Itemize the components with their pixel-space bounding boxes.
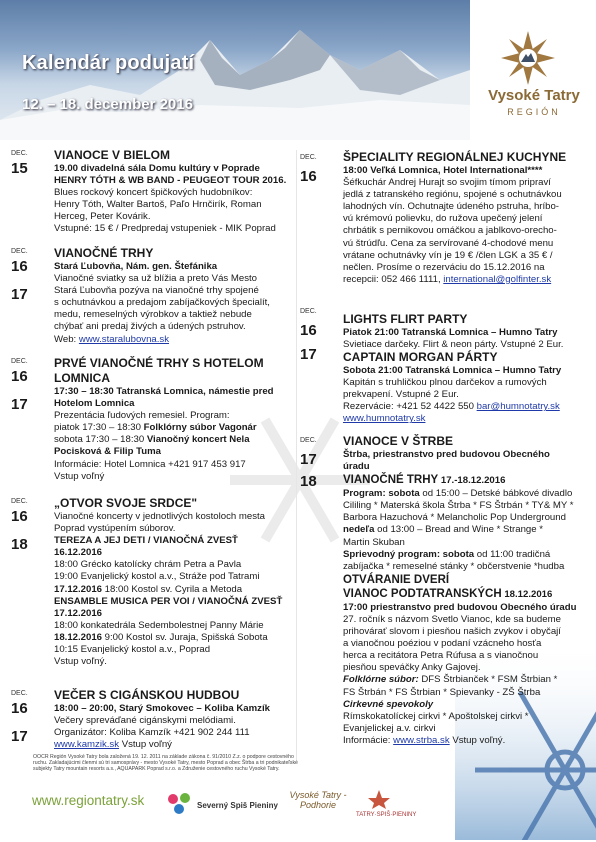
event-title: CAPTAIN MORGAN PÁRTY	[343, 350, 498, 364]
line-text: a vianočnou poéziou v podaní vzácneho hosťa	[343, 638, 542, 650]
tatry-spis-label: TATRY·SPIŠ·PIENINY	[356, 812, 417, 818]
event-line	[343, 274, 578, 286]
event-line	[54, 715, 290, 727]
line-text: Rezervácie: +421 52 4422 550	[343, 401, 474, 413]
event-line	[54, 596, 290, 608]
event-title: VIANOČNÉ TRHY	[54, 246, 154, 260]
line-text: Stará Ľubovňa pozýva na vianočné trhy spojené	[54, 285, 259, 297]
line-text: Organizátor: Koliba Kamzík +421 902 244 111	[54, 727, 250, 739]
line-text: Prezentácia ľudových remesiel. Program:	[54, 410, 230, 422]
event-left-2	[54, 356, 290, 483]
event-line	[54, 410, 290, 422]
line-text: Vstup voľný.	[54, 656, 107, 668]
event-line	[54, 656, 290, 668]
event-line	[54, 511, 290, 523]
line-rest: od 13:00 – Bread and Wine * Strange *	[374, 524, 543, 536]
logo-name: Vysoké Tatry	[488, 87, 580, 104]
line-text: 27. ročník s názvom Svetlo Vianoc, kde sa budeme	[343, 613, 561, 625]
line-text: Henry Tóth, Walter Bartoš, Paľo Hrnčirík, Roman	[54, 199, 262, 211]
event-title: ŠPECIALITY REGIONÁLNEJ KUCHYNE	[343, 150, 567, 164]
event-line	[343, 377, 578, 389]
date-month-label: DEC.	[300, 154, 317, 161]
event-line	[343, 365, 578, 377]
line-text: VIANOČNÉ TRHY	[343, 474, 439, 487]
event-line	[54, 297, 290, 309]
header-banner	[0, 0, 596, 140]
date-day: 17	[300, 346, 317, 363]
date-day: 17	[11, 396, 28, 413]
severny-spis-label: Severný Spiš Pieniny	[197, 801, 278, 810]
line-text: medu, remeselných výrobkov a taktiež nebude	[54, 309, 252, 321]
event-left-3	[54, 496, 290, 668]
event-line	[54, 446, 290, 458]
event-line	[343, 662, 578, 674]
event-line	[54, 309, 290, 321]
event-line	[343, 674, 578, 686]
event-line	[54, 398, 290, 410]
date-day: 16	[11, 258, 28, 275]
event-line	[343, 449, 578, 473]
event-line	[343, 699, 578, 711]
date-day: 16	[300, 168, 317, 185]
event-line	[54, 535, 290, 547]
event-line	[54, 434, 290, 446]
line-text: 17:00 priestranstvo pred budovou Obecného úradu	[343, 601, 577, 613]
date-month-label: DEC.	[11, 248, 28, 255]
line-text: zabíjačka * remeselné stánky * občerstvenie *hudba	[343, 560, 565, 572]
event-line	[54, 273, 290, 285]
event-line	[343, 561, 578, 573]
event-line	[54, 608, 290, 620]
event-line	[343, 537, 578, 549]
line-text: 17:30 – 18:30 Tatranská Lomnica, námestie pred	[54, 386, 274, 397]
event-title: VIANOCE V BIELOM	[54, 148, 171, 162]
line-text: prekvapení. Vstupné 2 Eur.	[343, 389, 459, 401]
line-text: Blues rockový koncert špičkových hudobníkov:	[54, 187, 253, 199]
line-text: Web:	[54, 333, 77, 345]
line-text: Folklórne súbor:	[343, 674, 419, 686]
event-line	[54, 523, 290, 535]
line-text: nedeľa	[343, 524, 375, 536]
line-rest: DFS Štrbianček * FSM Štrbian *	[418, 674, 558, 686]
date-day: 17	[300, 451, 317, 468]
event-line	[54, 632, 290, 644]
event-line	[54, 175, 290, 187]
event-line	[54, 559, 290, 571]
event-line	[54, 547, 290, 559]
event-line	[54, 703, 290, 715]
event-line	[343, 401, 578, 413]
line-text: nečlen. Prosíme o rezerváciu do 15.12.2016 na	[343, 261, 545, 273]
line-text: Kapitán s truhličkou plnou darčekov a rumových	[343, 377, 547, 389]
date-range: 12. – 18. december 2016	[22, 96, 193, 113]
event-line	[54, 187, 290, 199]
event-line	[343, 614, 578, 626]
event-line	[54, 211, 290, 223]
event-line	[343, 488, 578, 500]
line-text: sobota 17:30 – 18:30	[54, 434, 145, 446]
line-text: OTVÁRANIE DVERÍ	[343, 573, 450, 586]
line-text: vrátane ochutnávky vín je 19 € /člen LGK a 35 € /	[343, 249, 553, 261]
line-date: 17.-18.12.2016	[438, 475, 506, 487]
line-text: Program: sobota	[343, 488, 420, 500]
event-line	[343, 201, 578, 213]
line-text: Rímskokatolíckej cirkvi * Apoštolskej cirkvi *	[343, 710, 529, 722]
line-text: Cililing * Materská škola Štrba * FS Štrbán * TY& MY *	[343, 500, 574, 512]
line-text: HENRY TÓTH & WB BAND - PEUGEOT TOUR 2016.	[54, 175, 287, 187]
event-line	[54, 727, 290, 739]
date-month-label: DEC.	[300, 308, 317, 315]
link[interactable]: www.kamzik.sk	[54, 739, 120, 751]
event-line	[343, 238, 578, 250]
event-line	[343, 389, 578, 401]
line-text: piesňou speváčky Anky Gajovej.	[343, 662, 481, 674]
line-text: 19:00 Evanjelický kostol a.v., Stráže pod Tatrami	[54, 571, 260, 583]
line-text: 18.12.2016	[54, 631, 103, 643]
line-text: Sprievodný program: sobota	[343, 548, 475, 560]
event-line	[343, 250, 578, 262]
line-text: TEREZA A JEJ DETI / VIANOČNÁ ZVESŤ	[54, 535, 238, 547]
link[interactable]: international@golfinter.sk	[443, 273, 552, 285]
line-text: ENSAMBLE MUSICA PER VOI / VIANOČNÁ ZVESŤ	[54, 595, 283, 607]
line-text: 16.12.2016	[54, 547, 103, 559]
event-line	[54, 459, 290, 471]
column-divider	[296, 150, 297, 760]
event-line	[343, 165, 578, 177]
event-line	[343, 524, 578, 536]
severny-spis-logo-icon	[165, 791, 195, 817]
event-line	[54, 285, 290, 297]
page-title: Kalendár podujatí	[22, 52, 195, 74]
line-text: 18:00 konkatedrála Sedembolestnej Panny Márie	[54, 619, 264, 631]
date-month-label: DEC.	[11, 358, 28, 365]
line-text: Poprad vystúpením súborov.	[54, 523, 176, 535]
line-text: Svietiace darčeky. Flirt & neon párty. Vstupné 2 Eur.	[343, 339, 564, 351]
event-left-0	[54, 148, 290, 236]
event-line	[343, 500, 578, 512]
event-line	[54, 163, 290, 175]
line-text: VIANOC PODTATRANSKÝCH	[343, 587, 502, 600]
event-line	[54, 223, 290, 235]
logo-subtitle: REGIÓN	[507, 107, 561, 117]
line-bold: Vianočný koncert Nela	[144, 434, 250, 446]
event-line	[343, 262, 578, 274]
line-text: Barbora Hazuchová * Melancholic Pop Underground	[343, 512, 566, 524]
tatry-spis-logo-icon	[364, 788, 394, 810]
event-right-2	[343, 350, 578, 425]
line-text: Šéfkuchár Andrej Hurajt so svojim tímom pripraví	[343, 177, 551, 189]
line-text: 18:00 Veľká Lomnica, Hotel International****	[343, 165, 543, 176]
line-text: Cirkevné spevokoly	[343, 698, 434, 710]
line-rest: 9:00 Kostol sv. Juraja, Spišská Sobota	[102, 631, 268, 643]
event-line	[54, 199, 290, 211]
event-line	[343, 723, 578, 735]
line-rest: od 15:00 – Detské bábkové divadlo	[419, 488, 573, 500]
date-day: 16	[11, 368, 28, 385]
event-line	[343, 213, 578, 225]
line-date: 18.12.2016	[501, 588, 553, 600]
date-day: 16	[11, 700, 28, 717]
event-title: PRVÉ VIANOČNÉ TRHY S HOTELOM LOMNICA	[54, 356, 264, 385]
line-text: jedlá z tatranského regiónu, spojené s ochutnávkou	[343, 189, 562, 201]
line-text: Vianočné koncerty v jednotlivých kostoloch mesta	[54, 511, 265, 522]
vysoke-tatry-podhorie-logo: Vysoké Tatry - Podhorie	[289, 790, 347, 810]
event-line	[343, 735, 578, 747]
event-title: „OTVOR SVOJE SRDCE"	[54, 496, 198, 510]
line-after: Vstup voľný	[119, 739, 172, 751]
line-text: vú štrúdľu. Cena za servírované 4-chodové menu	[343, 237, 554, 249]
event-line	[343, 602, 578, 614]
line-text: lahodných vín. Ochutnajte údeného pstruha, hríbo-	[343, 201, 560, 213]
line-text: Stará Ľubovňa, Nám. gen. Štefánika	[54, 261, 218, 272]
date-day: 17	[11, 286, 28, 303]
line-text: 17.12.2016	[54, 607, 103, 619]
event-line	[343, 473, 578, 488]
line-text: herca a recitátora Petra Rúfusa a s vianočnou	[343, 650, 539, 662]
event-line	[343, 626, 578, 638]
event-line	[343, 177, 578, 189]
line-text: 18:00 Grécko katolícky chrám Petra a Pavla	[54, 559, 242, 571]
date-day: 17	[11, 728, 28, 745]
line-text: 10:15 Evanjelický kostol a.v., Poprad	[54, 644, 211, 656]
event-line	[343, 549, 578, 561]
line-text: recepcii: 052 466 1111,	[343, 273, 441, 285]
event-line	[54, 261, 290, 273]
event-right-0	[343, 150, 578, 286]
event-line	[54, 584, 290, 596]
link[interactable]: www.staralubovna.sk	[78, 333, 170, 345]
event-right-3	[343, 434, 578, 747]
edelweiss-logo-icon	[498, 30, 558, 86]
line-text: vú krémovú polievku, do ružova upečený jelení	[343, 213, 543, 225]
line-text: Pocisková & Filip Tuma	[54, 446, 161, 458]
footer-note: OOCR Región Vysoké Tatry bola založená 19. 12. 2011 na základe zákona č. 91/2010 Z.z. o podpore cestovného ruchu. Zakladajúcimi členmi sú tri samosprávy - mesto Vysoké Tatry, mesto Poprad a obec Štrba a tri podnikateľské subjekty Tatry mountain resorts a.s., AQUAPARK Poprad s.r.o. a Združenie cestovného ruchu Vysoké Tatry.	[33, 754, 298, 773]
line-text: Evanjelickej a.v. cirkvi	[343, 722, 436, 734]
line-text: Hotelom Lomnica	[54, 398, 135, 410]
event-line	[343, 711, 578, 723]
line-after: Vstup voľný.	[449, 734, 506, 746]
line-text: s ochutnávkou a predajom zabíjačkových špecialít,	[54, 297, 270, 309]
line-text: 17.12.2016	[54, 583, 103, 595]
event-title: VIANOCE V ŠTRBE	[343, 434, 454, 448]
line-text: Vstup voľný	[54, 470, 105, 482]
line-text: Vstupné: 15 € / Predpredaj vstupeniek - MIK Poprad	[54, 223, 276, 235]
line-text: Martin Skuban	[343, 536, 405, 548]
event-title: VEČER S CIGÁNSKOU HUDBOU	[54, 688, 240, 702]
date-day: 18	[11, 536, 28, 553]
date-month-label: DEC.	[11, 690, 28, 697]
event-line	[343, 687, 578, 699]
region-url-link[interactable]: www.regiontatry.sk	[32, 793, 145, 808]
date-day: 15	[11, 160, 28, 177]
event-line	[54, 386, 290, 398]
event-left-1	[54, 246, 290, 346]
line-text: Sobota 21:00 Tatranská Lomnica – Humno Tatry	[343, 365, 562, 376]
line-text: Informácie: Hotel Lomnica +421 917 453 917	[54, 458, 246, 470]
link[interactable]: www.strba.sk	[393, 734, 450, 746]
line-rest: 18:00 Kostol sv. Cyrila a Metoda	[102, 583, 243, 595]
line-text: Štrba, priestranstvo pred budovou Obecného úradu	[343, 449, 550, 473]
line-rest: od 11:00 tradičná	[474, 548, 551, 560]
line-text: chýbať ani predaj živých a údených pstruhov.	[54, 321, 246, 333]
line-text: prihovárať slovom i piesňou našich zvykov i obyčají	[343, 626, 561, 638]
line-text: 19.00 divadelná sála Domu kultúry v Poprade	[54, 163, 260, 174]
date-month-label: DEC.	[11, 498, 28, 505]
event-line	[343, 638, 578, 650]
event-line	[343, 512, 578, 524]
date-day: 16	[300, 322, 317, 339]
event-line	[54, 571, 290, 583]
event-line	[343, 650, 578, 662]
event-line	[343, 413, 578, 425]
line-text: piatok 17:30 – 18:30	[54, 422, 141, 434]
event-line	[343, 587, 578, 602]
event-title: LIGHTS FLIRT PARTY	[343, 312, 468, 326]
link[interactable]: www.humnotatry.sk	[343, 413, 426, 425]
event-line	[54, 321, 290, 333]
line-text: 18:00 – 20:00, Starý Smokovec – Koliba Kamzík	[54, 703, 270, 714]
line-bold: Folklórny súbor Vagonár	[140, 422, 257, 434]
event-line	[343, 573, 578, 587]
line-text: FS Štrbán * FS Štrbian * Spievanky - ZŠ Štrba	[343, 686, 541, 698]
event-line	[343, 327, 578, 339]
date-month-label: DEC.	[11, 150, 28, 157]
event-line	[54, 334, 290, 346]
event-line	[343, 225, 578, 237]
event-left-4	[54, 688, 290, 751]
date-day: 18	[300, 473, 317, 490]
line-text: chrbátik s pernikovou omáčkou a jablkovo-orecho-	[343, 225, 557, 237]
event-line	[54, 644, 290, 656]
link[interactable]: bar@humnotatry.sk	[476, 401, 560, 413]
line-text: Vianočné sviatky sa už blížia a preto Vás Mesto	[54, 273, 257, 285]
event-line	[343, 189, 578, 201]
event-line	[54, 422, 290, 434]
event-line	[54, 471, 290, 483]
event-line	[54, 739, 290, 751]
line-text: Herceg, Peter Kovárik.	[54, 211, 151, 223]
line-text: Večery spreváďané cigánskymi melódiami.	[54, 715, 236, 727]
event-line	[54, 620, 290, 632]
date-month-label: DEC.	[300, 437, 317, 444]
date-day: 16	[11, 508, 28, 525]
line-text: Informácie:	[343, 734, 391, 746]
event-right-1	[343, 312, 578, 351]
line-text: Piatok 21:00 Tatranská Lomnica – Humno Tatry	[343, 327, 558, 338]
